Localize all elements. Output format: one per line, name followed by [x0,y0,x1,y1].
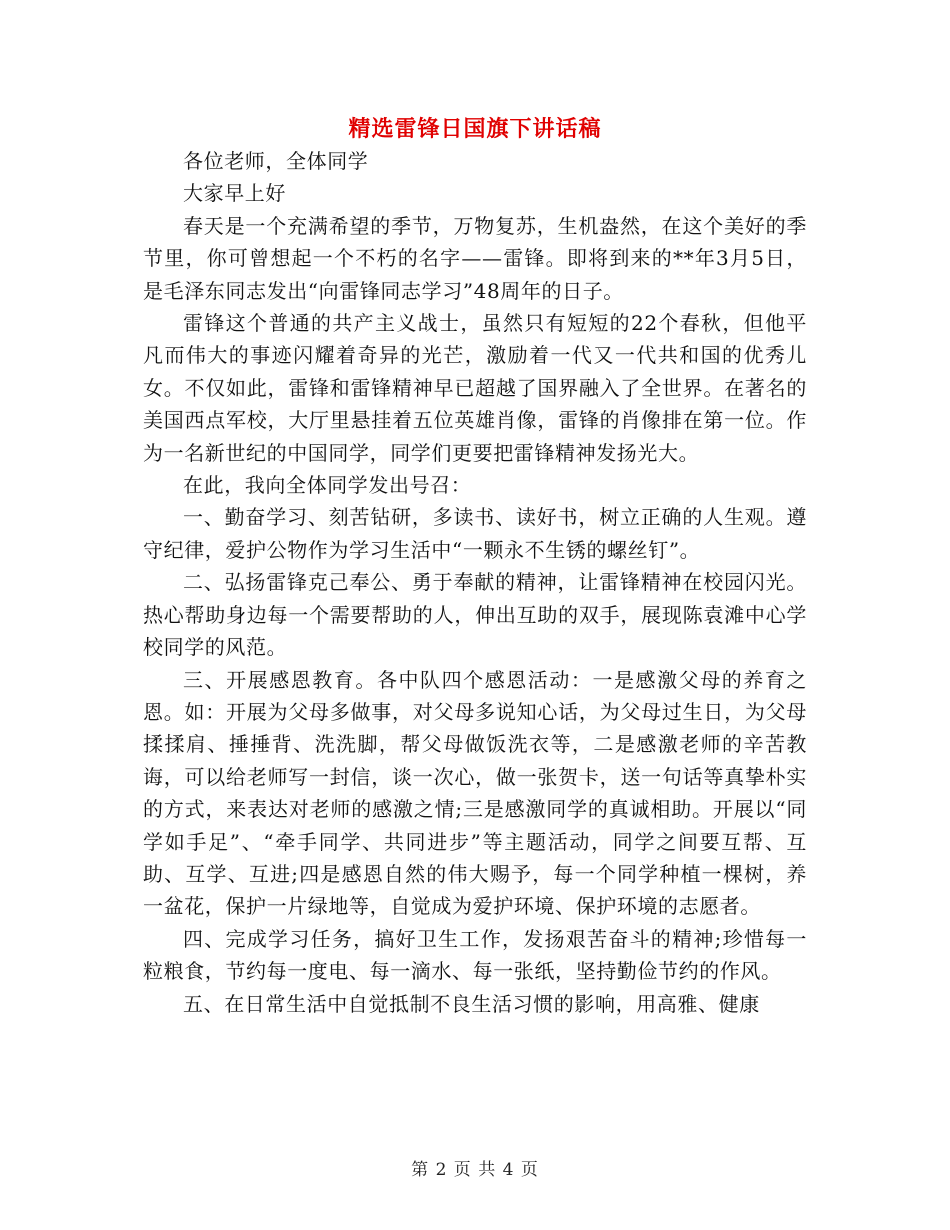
list-item-paragraph: 五、在日常生活中自觉抵制不良生活习惯的影响，用高雅、健康 [183,991,760,1016]
body-paragraph: 雷锋这个普通的共产主义战士，虽然只有短短的22个春秋，但他平凡而伟大的事迹闪耀着奇异的光芒，激励着一代又一代共和国的优秀儿女。不仅如此，雷锋和雷锋精神早已超越了国界融入了全世界。在著名的美国西点军校，大厅里悬挂着五位英雄肖像，雷锋的肖像排在第一位。作为一名新世纪的中国同学，同学们更要把雷锋精神发扬光大。 [143,311,807,465]
list-item-paragraph: 一、勤奋学习、刻苦钻研，多读书、读好书，树立正确的人生观。遵守纪律，爱护公物作为学习生活中“一颗永不生锈的螺丝钉”。 [143,505,807,562]
page-number-footer: 第 2 页 共 4 页 [411,1160,539,1180]
document-body [143,145,807,1020]
list-item-paragraph: 二、弘扬雷锋克己奉公、勇于奉献的精神，让雷锋精神在校园闪光。热心帮助身边每一个需要帮助的人，伸出互助的双手，展现陈袁滩中心学校同学的风范。 [143,570,807,660]
list-item-paragraph: 四、完成学习任务，搞好卫生工作，发扬艰苦奋斗的精神;珍惜每一粒粮食，节约每一度电、每一滴水、每一张纸，坚持勤俭节约的作风。 [143,926,807,984]
body-paragraph: 在此，我向全体同学发出号召： [183,473,472,498]
document-title: 精选雷锋日国旗下讲话稿 [348,116,602,142]
greeting-paragraph: 大家早上好 [183,181,286,206]
list-item-paragraph: 三、开展感恩教育。各中队四个感恩活动：一是感激父母的养育之恩。如：开展为父母多做事，对父母多说知心话，为父母过生日，为父母揉揉肩、捶捶背、洗洗脚，帮父母做饭洗衣等，二是感激老师的辛苦教诲，可以给老师写一封信，谈一次心，做一张贺卡，送一句话等真挚朴实的方式，来表达对老师的感激之情;三是感激同学的真诚相助。开展以“同学如手足”、“牵手同学、共同进步”等主题活动，同学之间要互帮、互助、互学、互进;四是感恩自然的伟大赐予，每一个同学种植一棵树，养一盆花，保护一片绿地等，自觉成为爱护环境、保护环境的志愿者。 [143,667,807,919]
body-paragraph: 春天是一个充满希望的季节，万物复苏，生机盎然，在这个美好的季节里，你可曾想起一个不朽的名字——雷锋。即将到来的**年3月5日，是毛泽东同志发出“向雷锋同志学习”48周年的日子。 [143,213,807,303]
greeting-paragraph: 各位老师，全体同学 [183,149,369,173]
